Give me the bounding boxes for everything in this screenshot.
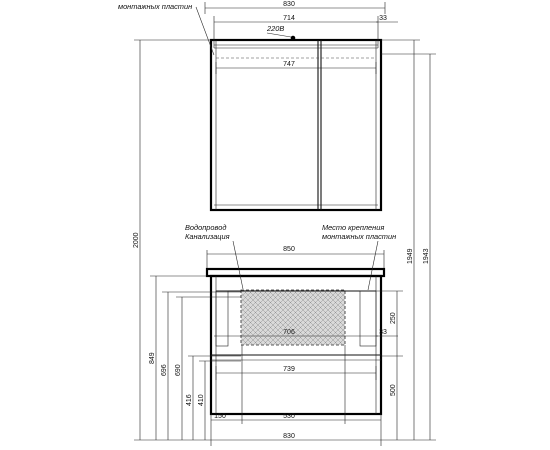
label-mounting-plates: монтажных пластин	[322, 232, 397, 241]
mirror-outer-frame	[211, 40, 381, 210]
dim-height-1949: 1949	[407, 248, 414, 264]
dim-height-696: 696	[161, 364, 168, 376]
dim-mirror-total-width: 830	[283, 1, 295, 8]
dim-cabinet-side-offset: 33	[379, 329, 387, 336]
socket-point	[291, 36, 296, 41]
vanity-cabinet	[207, 269, 384, 414]
label-mounting-plates-top: монтажных пластин	[118, 2, 193, 11]
dim-height-849: 849	[149, 352, 156, 364]
dim-mirror-mount-span: 747	[283, 61, 295, 68]
mirror-cabinet	[211, 36, 381, 210]
dim-mirror-side-offset: 33	[379, 15, 387, 22]
plumbing-leader	[233, 241, 243, 289]
dim-height-2000: 2000	[133, 232, 140, 248]
left-panel	[216, 291, 228, 346]
socket-leader	[267, 33, 291, 37]
dim-counter-width: 850	[283, 246, 295, 253]
right-panel	[360, 291, 376, 346]
dim-base-width: 830	[283, 433, 295, 440]
dim-height-1943: 1943	[423, 248, 430, 264]
cabinet-dimension-lines	[207, 250, 398, 446]
mirror-dimension-lines	[205, 2, 398, 74]
mounting-plates-leader-top	[196, 7, 214, 55]
dim-height-416: 416	[186, 394, 193, 406]
plumbing-zone	[241, 290, 345, 345]
dim-height-410: 410	[198, 394, 205, 406]
label-mount-place: Место крепления	[322, 223, 385, 232]
dim-pipe-offset: 150	[214, 413, 226, 420]
dim-depth-250: 250	[390, 312, 397, 324]
dim-cabinet-inner-width: 706	[283, 329, 295, 336]
label-sewer: Канализация	[185, 232, 230, 241]
mount-leader	[368, 241, 378, 290]
dim-depth-500: 500	[390, 384, 397, 396]
dim-pipe-span: 530	[283, 413, 295, 420]
dim-height-690: 690	[175, 364, 182, 376]
dim-cabinet-mount-span: 739	[283, 366, 295, 373]
label-socket-220v: 220В	[267, 24, 285, 33]
dim-mirror-inner-width: 714	[283, 15, 295, 22]
label-water-supply: Водопровод	[185, 223, 227, 232]
